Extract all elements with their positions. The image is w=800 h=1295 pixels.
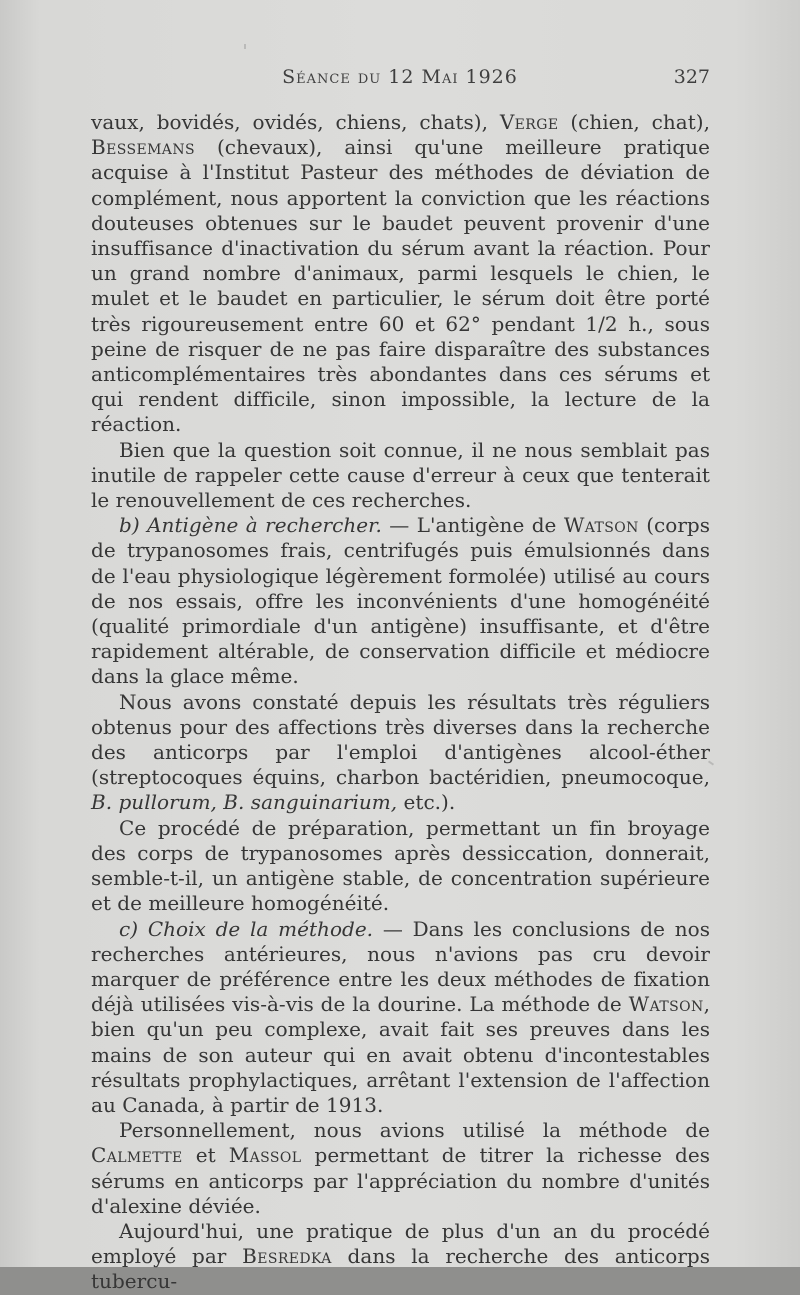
paragraph-2 xyxy=(91,438,710,514)
paragraph-1-segment-1: vaux, bovidés, ovidés, chiens, chats), xyxy=(91,110,500,134)
print-speck xyxy=(244,44,246,49)
paragraph-3-segment-5: (corps de trypanosomes frais, centrifugés puis émulsionnés dans de l'eau physiologique légèrement formolée) utilisé au cours de nos essais, offre les inconvénients d'une homogénéité (qualité primordiale d'un antigène) insuffisante, et d'être rapidement altérable, de conservation difficile et médiocre dans la glace même. xyxy=(91,513,711,689)
paragraph-5 xyxy=(91,816,710,917)
section-letter-c: c) xyxy=(119,916,148,941)
paragraph-7-segment-5: permettant de titrer la richesse des sérums en anticorps par l'appréciation du nombre d'unités d'alexine déviée. xyxy=(91,1143,711,1218)
paragraph-3 xyxy=(91,513,710,689)
page-number: 327 xyxy=(673,66,710,88)
paragraph-6-segment-5: , bien qu'un peu complexe, avait fait ses preuves dans les mains de son auteur qui en avait obtenu d'incontestables résultats prophylactiques, arrêtant l'extension de l'affection au Canada, à partir de 1913. xyxy=(91,992,710,1117)
paragraph-6-segment-3: — Dans les conclusions de nos recherches antérieures, nous n'avions pas cru devoir marquer de préférence entre les deux méthodes de fixation déjà utilisées vis-à-vis de la dourine. La méthode de xyxy=(91,916,710,1017)
running-header xyxy=(90,66,710,94)
section-letter-b: b) xyxy=(119,513,148,538)
paragraph-4-segment-1: Nous avons constaté depuis les résultats très réguliers obtenus pour des affections très diverses dans la recherche des anticorps par l'emploi d'antigènes alcool-éther (streptocoques équins, charbon bactéridien, pneumocoque, xyxy=(91,689,710,790)
author-name-massol: Massol xyxy=(228,1143,302,1168)
paragraph-1 xyxy=(91,110,710,438)
paragraph-7-segment-3: et xyxy=(182,1143,229,1168)
body-text xyxy=(91,110,710,1295)
paragraph-3-segment-3: — L'antigène de xyxy=(381,513,564,538)
paragraph-8-segment-3: dans la recherche des anticorps tubercu- xyxy=(91,1244,711,1294)
author-name-besredka: Besredka xyxy=(242,1244,332,1269)
paragraph-8-segment-1: Aujourd'hui, une pratique de plus d'un an du procédé employé par xyxy=(91,1218,710,1269)
paragraph-6 xyxy=(91,917,710,1119)
paragraph-1-segment-3: (chien, chat), xyxy=(558,110,711,134)
paragraph-1-segment-5: (chevaux), ainsi qu'une meilleure pratique acquise à l'Institut Pasteur des méthodes de déviation de complément, nous apportent la conviction que les réactions douteuses obtenues sur le baudet peuvent provenir d'une insuffisance d'inactivation du sérum avant la réaction. Pour un grand nombre d'animaux, parmi lesquels le chien, le mulet et le baudet en particulier, le sérum doit être porté très rigoureusement entre 60 et 62° pendant 1/2 h., sous peine de risquer de ne pas faire disparaître des substances anticomplémentaires très abondantes dans ces sérums et qui rendent difficile, sinon impossible, la lecture de la réaction. xyxy=(91,135,710,437)
author-name-calmette: Calmette xyxy=(91,1143,183,1168)
author-name-bessemans: Bessemans xyxy=(91,135,195,160)
paragraph-5-text: Ce procédé de préparation, permettant un fin broyage des corps de trypanosomes après dessiccation, donnerait, semble-t-il, un antigène stable, de concentration supérieure et de meilleure homogénéité. xyxy=(91,815,710,916)
paragraph-4-segment-3: etc.). xyxy=(397,790,456,815)
author-name-watson: Watson xyxy=(563,513,639,538)
author-name-verge: Verge xyxy=(499,110,559,134)
paragraph-7 xyxy=(91,1118,710,1219)
paragraph-8 xyxy=(91,1219,710,1295)
paragraph-7-segment-1: Personnellement, nous avions utilisé la méthode de xyxy=(119,1118,710,1143)
author-name-watson-2: Watson xyxy=(628,992,704,1017)
paragraph-2-text: Bien que la question soit connue, il ne nous semblait pas inutile de rappeler cette cause d'erreur à ceux que tenterait le renouvellement de ces recherches. xyxy=(91,437,710,513)
section-heading-antigene: Antigène à rechercher. xyxy=(147,513,382,538)
paragraph-4 xyxy=(91,690,710,816)
species-names: B. pullorum, B. sanguinarium, xyxy=(91,790,398,815)
page-title: Séance du 12 Mai 1926 xyxy=(282,66,518,88)
section-heading-choix: Choix de la méthode. xyxy=(147,916,374,941)
